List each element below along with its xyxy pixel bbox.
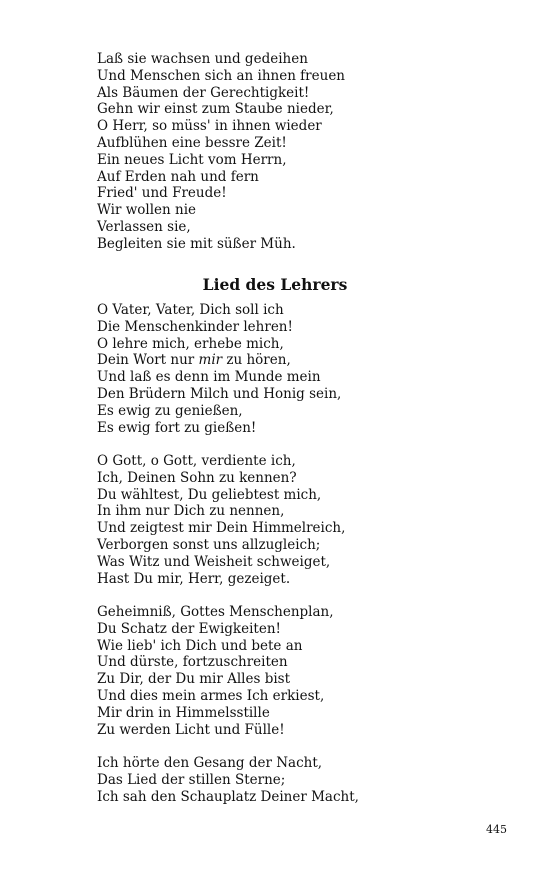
verse-line: Und dürste, fortzuschreiten	[97, 654, 288, 671]
verse-line: O Vater, Vater, Dich soll ich	[97, 302, 284, 318]
verse-line: Aufblühen eine bessre Zeit!	[97, 134, 287, 151]
verse-fragment: zu hören,	[222, 352, 291, 369]
verse-line: Und laß es denn im Munde mein	[97, 369, 321, 386]
verse-line: Die Menschenkinder lehren!	[97, 318, 293, 335]
verse-fragment: Dein Wort nur	[97, 352, 199, 369]
verse-line: Ein neues Licht vom Herrn,	[97, 151, 287, 168]
verse-line: Als Bäumen der Gerechtigkeit!	[97, 84, 310, 101]
verse-line: Verborgen sonst uns allzugleich;	[97, 536, 321, 553]
verse-line: O Herr, so müss' in ihnen wieder	[97, 118, 322, 135]
verse-line: Zu werden Licht und Fülle!	[97, 721, 285, 738]
verse-line: Laß sie wachsen und gedeihen	[97, 51, 308, 67]
verse-line: Verlassen sie,	[97, 218, 191, 235]
verse-line: Es ewig zu genießen,	[97, 402, 243, 419]
verse-line: Das Lied der stillen Sterne;	[97, 771, 286, 788]
verse-line: Den Brüdern Milch und Honig sein,	[97, 385, 342, 402]
verse-line: Und dies mein armes Ich erkiest,	[97, 687, 325, 704]
verse-line: Du Schatz der Ewigkeiten!	[97, 620, 281, 637]
stanza-2	[97, 453, 497, 587]
poem-title: Lied des Lehrers	[202, 275, 348, 294]
verse-line: Ich, Deinen Sohn zu kennen?	[97, 469, 297, 486]
verse-line: In ihm nur Dich zu nennen,	[97, 503, 285, 520]
verse-line: Gehn wir einst zum Staube nieder,	[97, 101, 334, 118]
verse-line: Fried' und Freude!	[97, 185, 227, 202]
verse-line: Begleiten sie mit süßer Müh.	[97, 235, 296, 252]
verse-line: Geheimniß, Gottes Menschenplan,	[97, 604, 334, 620]
stanza-4	[97, 755, 497, 805]
verse-line: Hast Du mir, Herr, gezeiget.	[97, 570, 291, 587]
page-number: 445	[486, 823, 507, 836]
intro-stanza	[97, 51, 497, 253]
verse-line: Es ewig fort zu gießen!	[97, 419, 257, 436]
verse-line: Du wähltest, Du geliebtest mich,	[97, 486, 322, 503]
verse-line: Und zeigtest mir Dein Himmelreich,	[97, 520, 346, 537]
verse-line: Zu Dir, der Du mir Alles bist	[97, 671, 291, 688]
verse-line: Ich hörte den Gesang der Nacht,	[97, 755, 323, 771]
verse-line: O Gott, o Gott, verdiente ich,	[97, 453, 296, 469]
stanza-3	[97, 604, 497, 738]
emphasized-word: mir	[198, 352, 223, 369]
stanza-1	[97, 302, 497, 436]
verse-line	[97, 352, 497, 369]
verse-line: Und Menschen sich an ihnen freuen	[97, 67, 345, 84]
verse-line: Mir drin in Himmelsstille	[97, 704, 270, 721]
verse-line: Wir wollen nie	[97, 202, 196, 219]
verse-line: Wie lieb' ich Dich und bete an	[97, 637, 303, 654]
verse-line: Ich sah den Schauplatz Deiner Macht,	[97, 788, 359, 805]
verse-line: O lehre mich, erhebe mich,	[97, 335, 284, 352]
verse-line: Auf Erden nah und fern	[97, 168, 259, 185]
verse-line: Was Witz und Weisheit schweiget,	[97, 553, 331, 570]
